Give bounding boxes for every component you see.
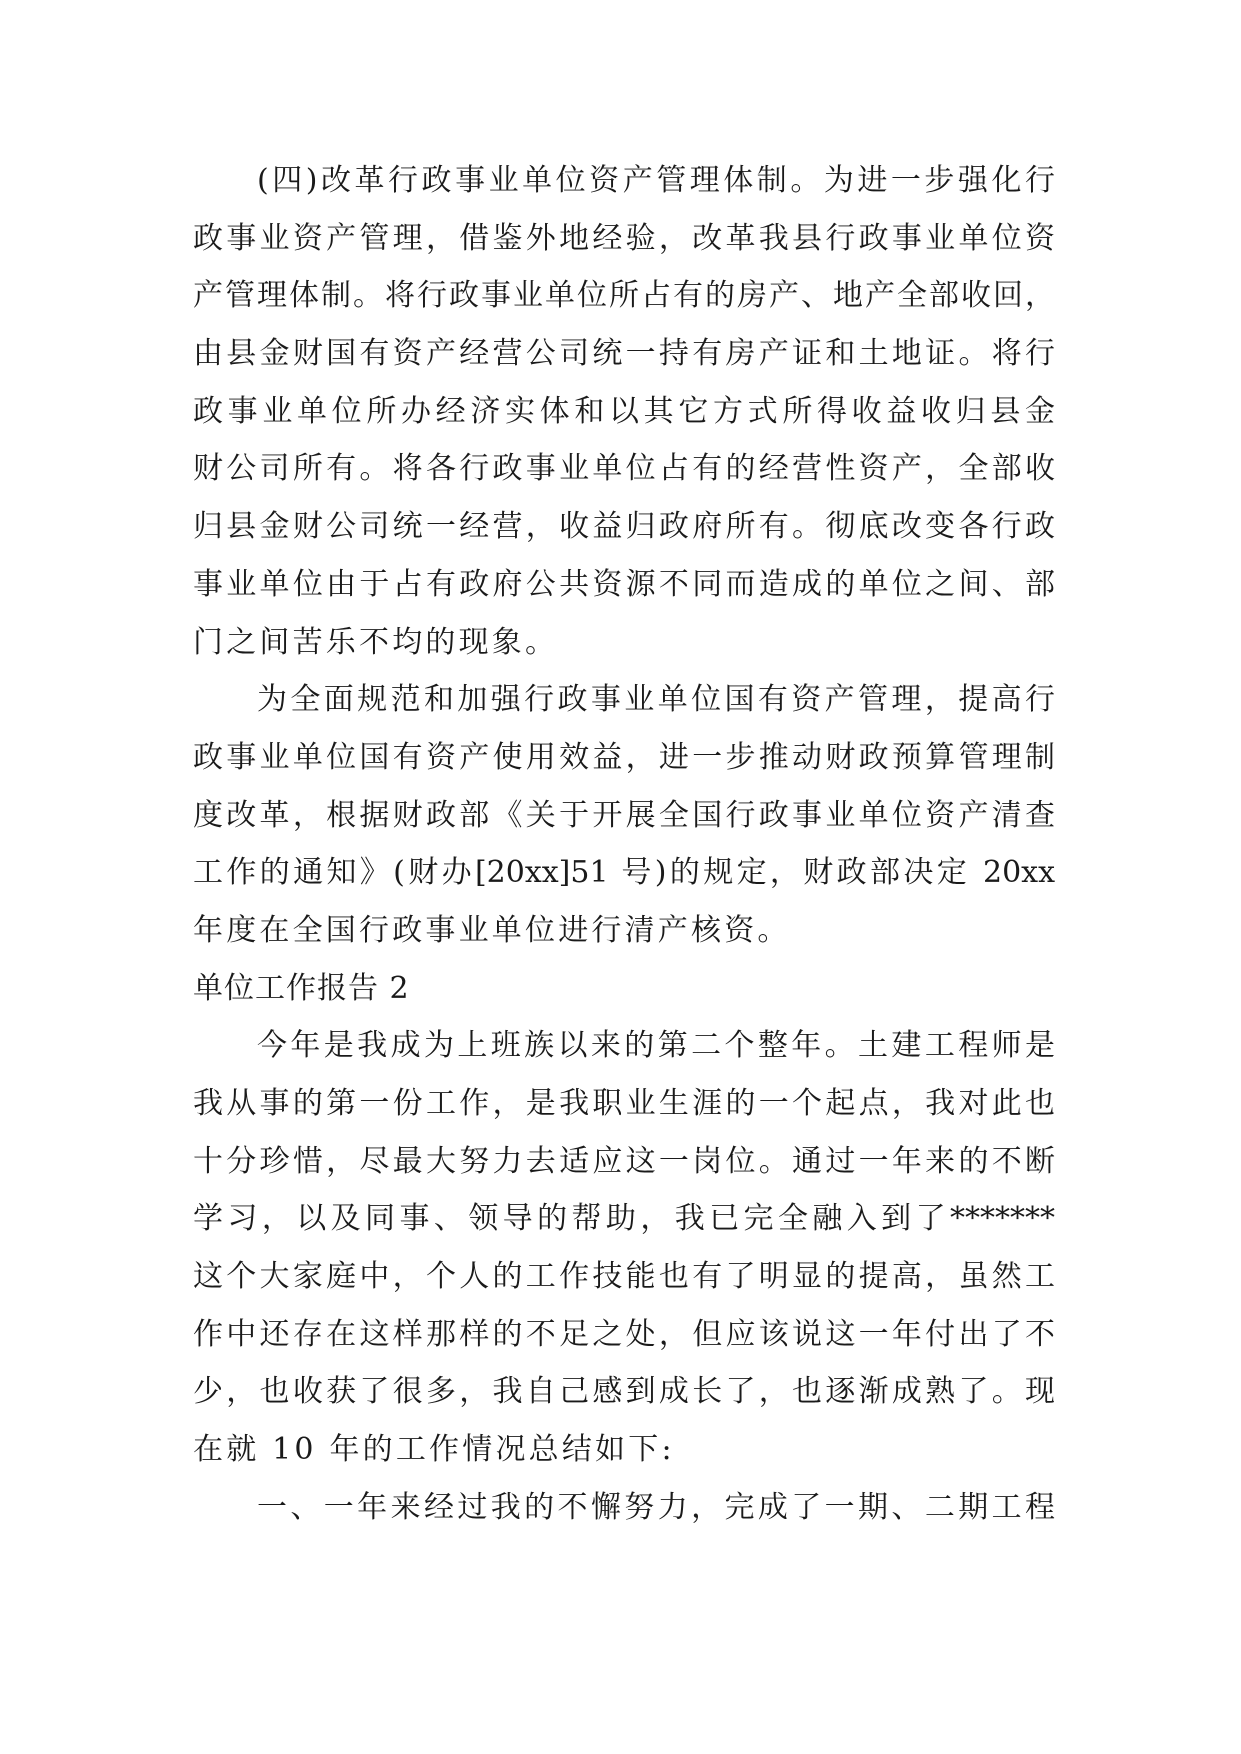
paragraph-line: 这个大家庭中，个人的工作技能也有了明显的提高，虽然工 xyxy=(193,1259,1055,1295)
section-heading: 单位工作报告 2 xyxy=(193,970,410,1006)
paragraph-line: 学习，以及同事、领导的帮助，我已完全融入到了******* xyxy=(193,1201,1055,1237)
paragraph-line: 少，也收获了很多，我自己感到成长了，也逐渐成熟了。现 xyxy=(193,1374,1055,1410)
paragraph-line: 工作的通知》(财办[20xx]51 号)的规定，财政部决定 20xx xyxy=(193,855,1055,891)
paragraph-line: 年度在全国行政事业单位进行清产核资。 xyxy=(193,912,791,948)
paragraph-line: 我从事的第一份工作，是我职业生涯的一个起点，我对此也 xyxy=(193,1086,1055,1121)
paragraph-line: 政事业单位所办经济实体和以其它方式所得收益收归县金 xyxy=(193,393,1055,429)
paragraph-line: 由县金财国有资产经营公司统一持有房产证和土地证。将行 xyxy=(193,336,1055,372)
paragraph-line: 十分珍惜，尽最大努力去适应这一岗位。通过一年来的不断 xyxy=(193,1143,1055,1179)
paragraph-line: 在就 10 年的工作情况总结如下: xyxy=(193,1432,675,1468)
paragraph-line: 事业单位由于占有政府公共资源不同而造成的单位之间、部 xyxy=(193,566,1055,602)
paragraph-line: 为全面规范和加强行政事业单位国有资产管理，提高行 xyxy=(257,682,1055,718)
paragraph-line: 财公司所有。将各行政事业单位占有的经营性资产，全部收 xyxy=(193,451,1055,487)
document-body xyxy=(193,152,1055,1537)
paragraph-line: 政事业单位国有资产使用效益，进一步推动财政预算管理制 xyxy=(193,739,1055,775)
paragraph-line: 产管理体制。将行政事业单位所占有的房产、地产全部收回， xyxy=(193,278,1055,314)
paragraph-line: 归县金财公司统一经营，收益归政府所有。彻底改变各行政 xyxy=(193,509,1055,545)
paragraph-line: 政事业资产管理，借鉴外地经验，改革我县行政事业单位资 xyxy=(193,220,1055,256)
paragraph-line: 作中还存在这样那样的不足之处，但应该说这一年付出了不 xyxy=(193,1316,1055,1352)
paragraph-line: 今年是我成为上班族以来的第二个整年。土建工程师是 xyxy=(257,1028,1055,1064)
paragraph-line: 度改革，根据财政部《关于开展全国行政事业单位资产清查 xyxy=(193,797,1055,833)
paragraph-line: (四)改革行政事业单位资产管理体制。为进一步强化行 xyxy=(257,163,1055,198)
paragraph-line: 门之间苦乐不均的现象。 xyxy=(193,624,559,660)
paragraph-line: 一、一年来经过我的不懈努力，完成了一期、二期工程 xyxy=(257,1489,1055,1525)
